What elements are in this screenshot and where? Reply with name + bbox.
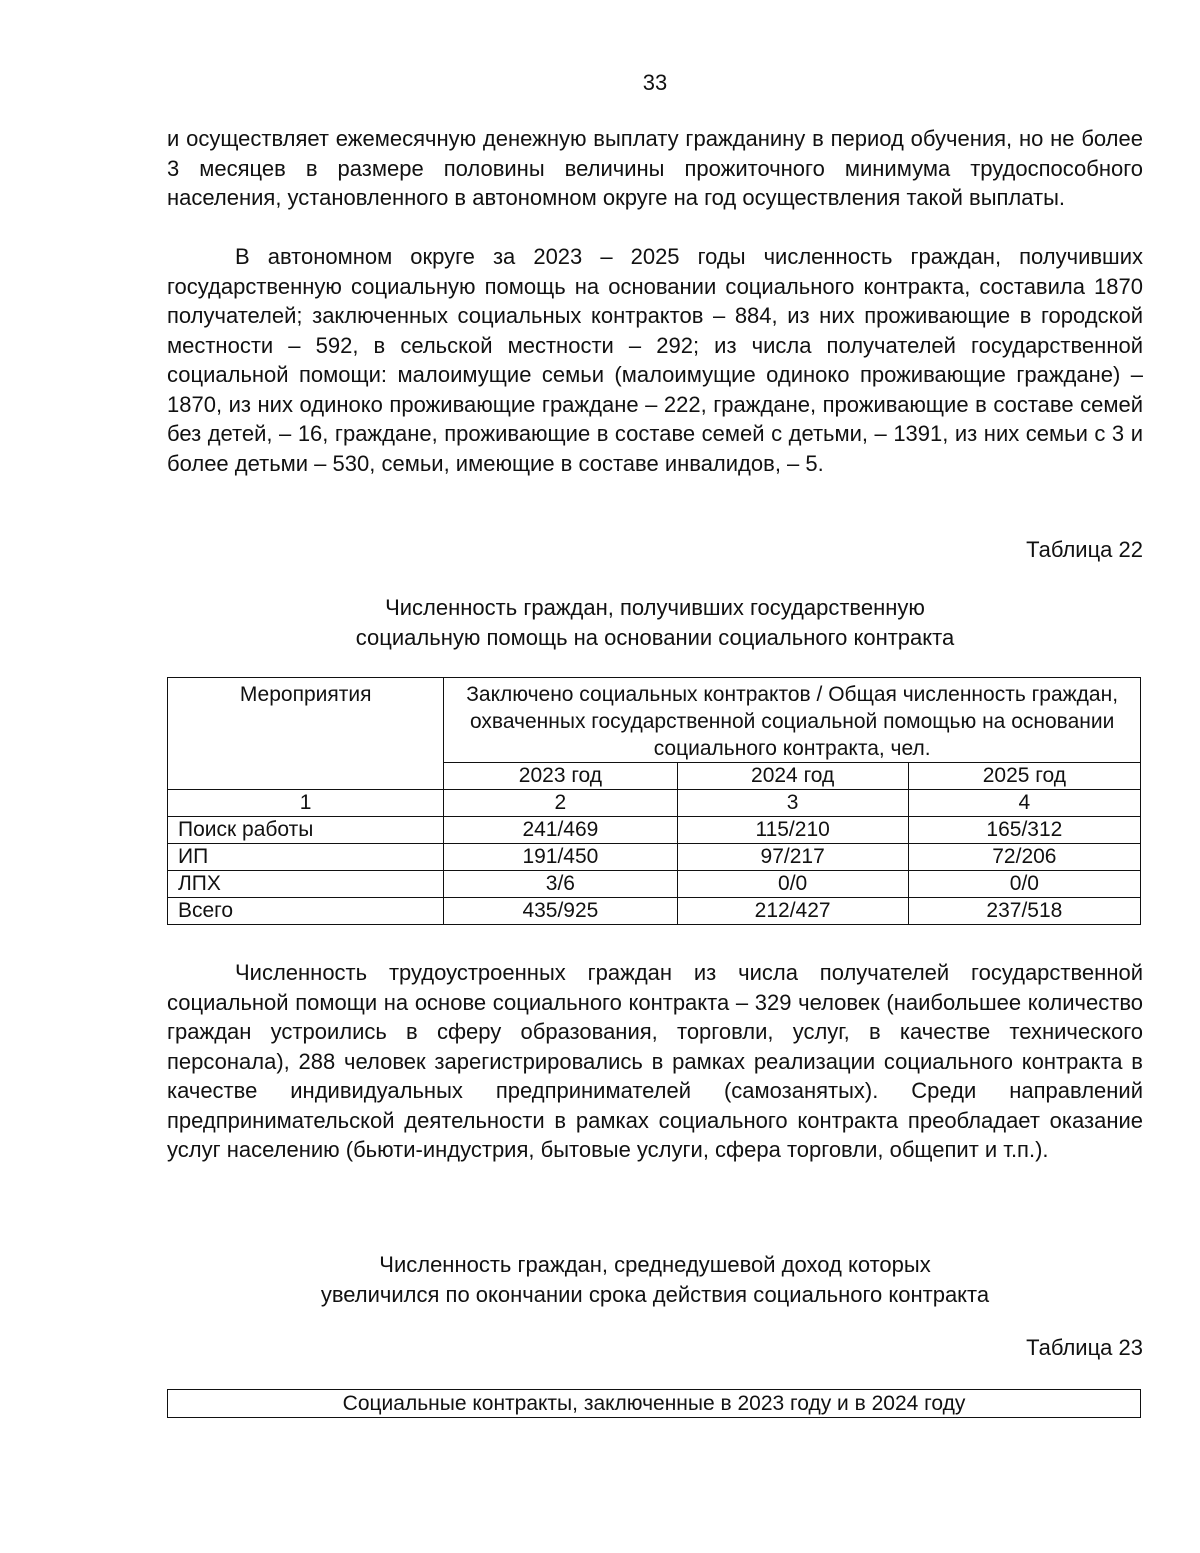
column-number: 2 bbox=[444, 790, 677, 817]
header-year-2024: 2024 год bbox=[677, 763, 908, 790]
cell-2025: 72/206 bbox=[908, 844, 1140, 871]
cell-2024: 115/210 bbox=[677, 817, 908, 844]
cell-2024: 97/217 bbox=[677, 844, 908, 871]
column-numbers-row bbox=[168, 790, 1141, 817]
table-row-total bbox=[168, 898, 1141, 925]
table-22-caption bbox=[167, 593, 1143, 652]
table-23-label: Таблица 23 bbox=[1026, 1335, 1143, 1360]
cell-2024: 212/427 bbox=[677, 898, 908, 925]
row-name: ЛПХ bbox=[168, 871, 444, 898]
table-row bbox=[168, 844, 1141, 871]
cell-2025: 237/518 bbox=[908, 898, 1140, 925]
table-22 bbox=[167, 677, 1141, 925]
table-23-caption bbox=[167, 1250, 1143, 1309]
cell-2023: 3/6 bbox=[444, 871, 677, 898]
table-row bbox=[168, 871, 1141, 898]
row-name: Поиск работы bbox=[168, 817, 444, 844]
column-number: 4 bbox=[908, 790, 1140, 817]
cell-2023: 191/450 bbox=[444, 844, 677, 871]
header-year-2023: 2023 год bbox=[444, 763, 677, 790]
table-22-caption-line-1: Численность граждан, получивших государственную bbox=[385, 595, 925, 620]
paragraph-1: и осуществляет ежемесячную денежную выплату гражданину в период обучения, но не более 3 месяцев в размере половины величины прожиточного минимума трудоспособного населения, установленного в автономном округе на год осуществления такой выплаты. bbox=[167, 126, 1143, 210]
table-22-caption-line-2: социальную помощь на основании социального контракта bbox=[355, 624, 955, 650]
table-22-label: Таблица 22 bbox=[1026, 537, 1143, 562]
header-contracts-group: Заключено социальных контрактов / Общая численность граждан, охваченных государственной социальной помощью на основании социального контракта, чел. bbox=[444, 678, 1141, 763]
table-row bbox=[168, 817, 1141, 844]
column-number: 3 bbox=[677, 790, 908, 817]
paragraph-2: В автономном округе за 2023 – 2025 годы численность граждан, получивших государственную социальную помощь на основании социального контракта, составила 1870 получателей; заключенных социальных контрактов – 884, из них проживающие в городской местности – 592, в сельской местности – 292; из числа получателей государственной социальной помощи: малоимущие семьи (малоимущие одиноко проживающие граждане) – 1870, из них одиноко проживающие граждане – 222, граждане, проживающие в составе семей без детей, – 16, граждане, проживающие в составе семей с детьми, – 1391, из них семьи с 3 и более детьми – 530, семьи, имеющие в составе инвалидов, – 5. bbox=[167, 244, 1143, 476]
cell-2024: 0/0 bbox=[677, 871, 908, 898]
table-23-caption-line-2: увеличился по окончании срока действия социального контракта bbox=[320, 1281, 990, 1307]
header-year-2025: 2025 год bbox=[908, 763, 1140, 790]
row-name: ИП bbox=[168, 844, 444, 871]
paragraph-3: Численность трудоустроенных граждан из числа получателей государственной социальной помощи на основе социального контракта – 329 человек (наибольшее количество граждан устроились в сферу образования, торговли, услуг, в качестве технического персонала), 288 человек зарегистрировались в рамках реализации социального контракта в качестве индивидуальных предпринимателей (самозанятых). Среди направлений предпринимательской деятельности в рамках социального контракта преобладает оказание услуг населению (бьюти-индустрия, бытовые услуги, сфера торговли, общепит и т.п.). bbox=[167, 960, 1143, 1162]
table-23-header: Социальные контракты, заключенные в 2023 году и в 2024 году bbox=[167, 1389, 1141, 1418]
header-events: Мероприятия bbox=[168, 678, 444, 790]
cell-2023: 435/925 bbox=[444, 898, 677, 925]
cell-2023: 241/469 bbox=[444, 817, 677, 844]
cell-2025: 0/0 bbox=[908, 871, 1140, 898]
row-name: Всего bbox=[168, 898, 444, 925]
cell-2025: 165/312 bbox=[908, 817, 1140, 844]
table-23-caption-line-1: Численность граждан, среднедушевой доход которых bbox=[379, 1252, 931, 1277]
column-number: 1 bbox=[168, 790, 444, 817]
page-number: 33 bbox=[642, 70, 668, 95]
